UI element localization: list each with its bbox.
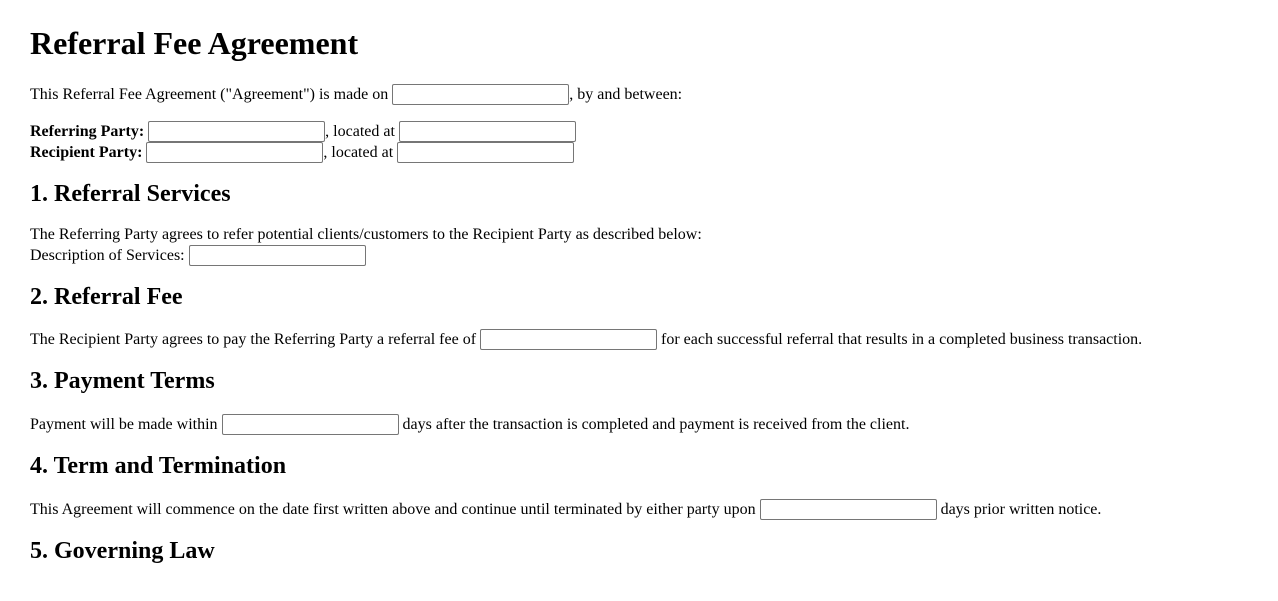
recipient-party-located-text: , located at (323, 143, 394, 161)
term-termination-text-before: This Agreement will commence on the date first written above and continue until terminated by either party upon (30, 500, 756, 518)
payment-terms-text-after: days after the transaction is completed and payment is received from the client. (402, 415, 910, 433)
services-description-label: Description of Services: (30, 246, 185, 264)
termination-notice-days-input[interactable] (760, 499, 937, 520)
page-title: Referral Fee Agreement (30, 25, 359, 61)
referring-party-label: Referring Party: (30, 122, 145, 140)
referring-party-address-input[interactable] (399, 121, 576, 142)
referring-party-located-text: , located at (325, 122, 395, 140)
services-description-input[interactable] (189, 245, 366, 266)
section-heading-term-and-termination: 4. Term and Termination (30, 452, 287, 479)
payment-terms-text-before: Payment will be made within (30, 415, 218, 433)
referral-services-paragraph (30, 226, 1248, 265)
intro-text-after-date: , by and between: (569, 85, 683, 103)
referral-fee-text-after: for each successful referral that results in a completed business transaction. (661, 331, 1143, 349)
referral-fee-amount-input[interactable] (480, 329, 657, 350)
intro-paragraph (30, 84, 1248, 105)
referral-fee-paragraph (30, 329, 1248, 350)
intro-text-before-date: This Referral Fee Agreement ("Agreement") is made on (30, 85, 389, 103)
agreement-date-input[interactable] (392, 84, 569, 105)
recipient-party-label: Recipient Party: (30, 143, 143, 161)
payment-days-input[interactable] (222, 414, 399, 435)
referring-party-name-input[interactable] (148, 121, 325, 142)
section-heading-referral-services: 1. Referral Services (30, 180, 231, 207)
recipient-party-address-input[interactable] (397, 142, 574, 163)
term-termination-text-after: days prior written notice. (940, 500, 1102, 518)
term-termination-paragraph (30, 499, 1248, 520)
referral-services-intro-text: The Referring Party agrees to refer potential clients/customers to the Recipient Party as described below: (30, 226, 702, 244)
section-heading-referral-fee: 2. Referral Fee (30, 283, 183, 310)
section-heading-payment-terms: 3. Payment Terms (30, 368, 215, 395)
recipient-party-name-input[interactable] (146, 142, 323, 163)
section-heading-governing-law: 5. Governing Law (30, 537, 215, 564)
parties-paragraph (30, 121, 1248, 163)
referral-fee-text-before: The Recipient Party agrees to pay the Referring Party a referral fee of (30, 331, 477, 349)
payment-terms-paragraph (30, 414, 1248, 435)
